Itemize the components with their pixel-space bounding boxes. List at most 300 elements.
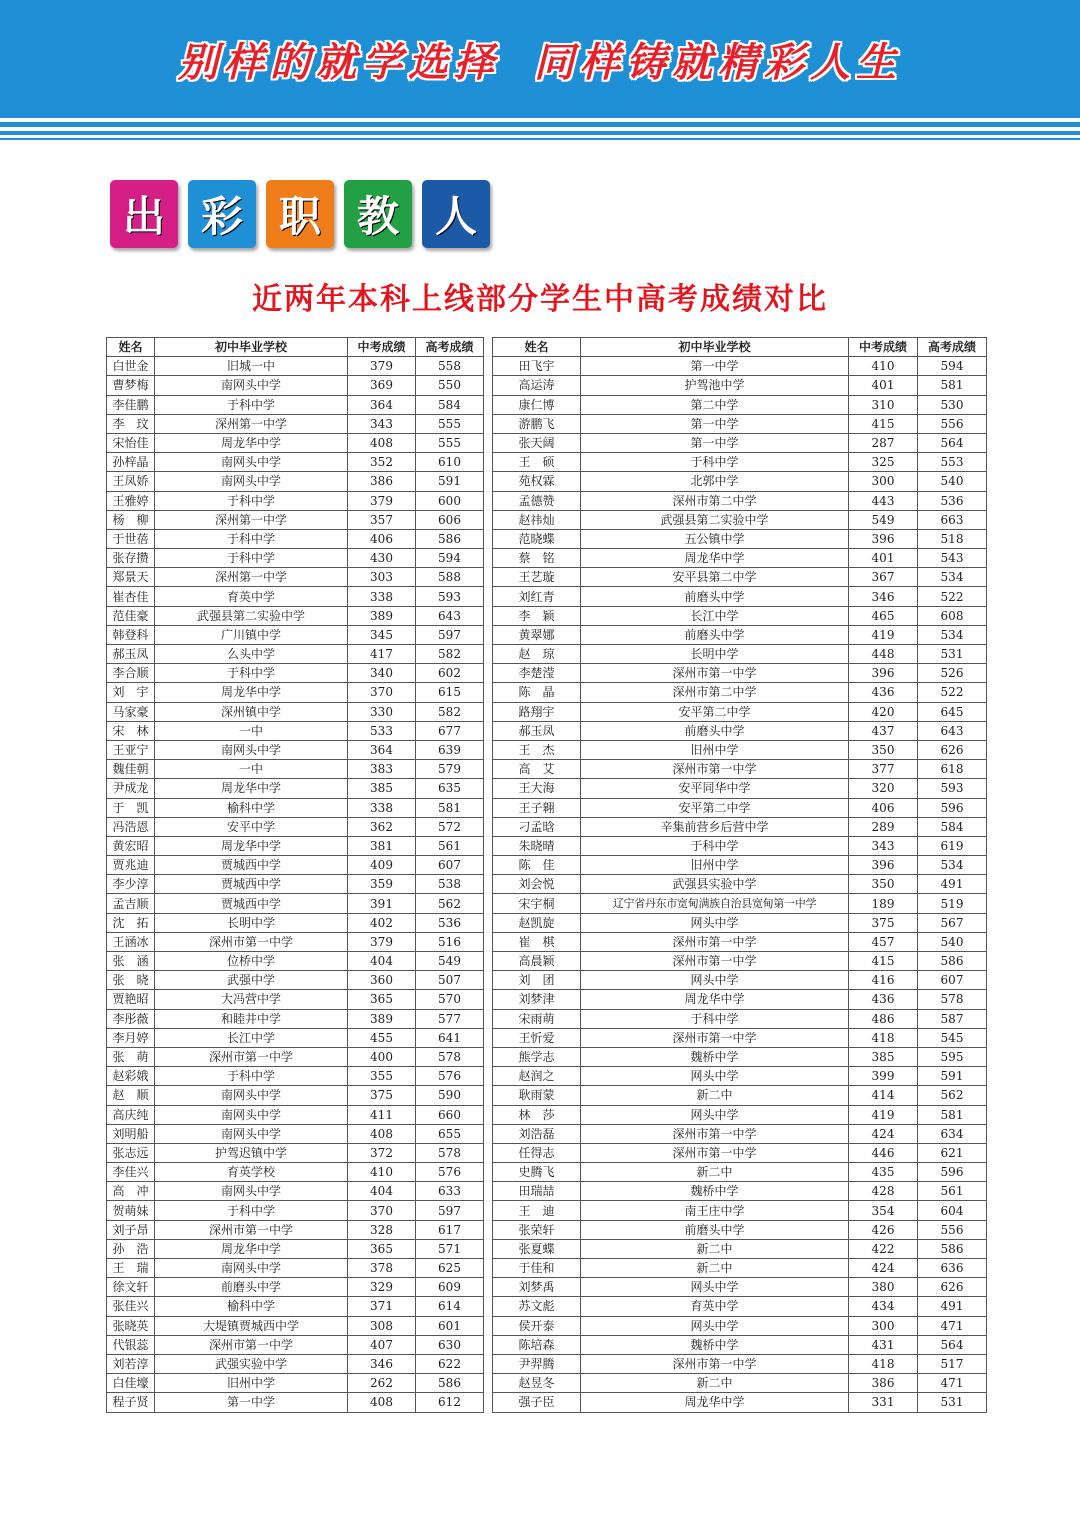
cell-gaokao: 561 bbox=[416, 836, 484, 855]
cell-school: 于科中学 bbox=[155, 529, 348, 548]
table-row bbox=[107, 1182, 484, 1201]
cell-name: 林 莎 bbox=[493, 1105, 581, 1124]
cell-school: 贾城西中学 bbox=[155, 875, 348, 894]
cell-zhongkao: 350 bbox=[849, 875, 918, 894]
table-row bbox=[107, 1393, 484, 1412]
cell-school: 周龙华中学 bbox=[155, 433, 348, 452]
cell-zhongkao: 350 bbox=[849, 740, 918, 759]
cell-school: 深州市第一中学 bbox=[581, 1028, 849, 1047]
table-row bbox=[493, 836, 987, 855]
cell-name: 刘浩磊 bbox=[493, 1124, 581, 1143]
table-row bbox=[107, 625, 484, 644]
cell-zhongkao: 385 bbox=[348, 779, 416, 798]
cell-school: 武强中学 bbox=[155, 971, 348, 990]
cell-school: 长明中学 bbox=[581, 645, 849, 664]
table-row bbox=[107, 453, 484, 472]
cell-gaokao: 522 bbox=[918, 587, 987, 606]
cell-school: 于科中学 bbox=[155, 549, 348, 568]
cell-zhongkao: 431 bbox=[849, 1335, 918, 1354]
cell-gaokao: 578 bbox=[918, 990, 987, 1009]
cell-gaokao: 491 bbox=[918, 1297, 987, 1316]
cell-school: 新二中 bbox=[581, 1259, 849, 1278]
table-row bbox=[493, 491, 987, 510]
cell-school: 第二中学 bbox=[581, 395, 849, 414]
table-row bbox=[107, 587, 484, 606]
cell-zhongkao: 404 bbox=[348, 1182, 416, 1201]
cell-gaokao: 531 bbox=[918, 1393, 987, 1412]
cell-school: 长明中学 bbox=[155, 913, 348, 932]
cell-zhongkao: 357 bbox=[348, 510, 416, 529]
cell-name: 王 硕 bbox=[493, 453, 581, 472]
cell-school: 深州市第一中学 bbox=[581, 760, 849, 779]
cell-school: 深州市第一中学 bbox=[581, 1354, 849, 1373]
cell-school: 南王庄中学 bbox=[581, 1201, 849, 1220]
cell-zhongkao: 419 bbox=[849, 1105, 918, 1124]
cell-name: 崔杏佳 bbox=[107, 587, 155, 606]
cell-name: 李 颖 bbox=[493, 606, 581, 625]
cell-zhongkao: 406 bbox=[849, 798, 918, 817]
cell-school: 么头中学 bbox=[155, 645, 348, 664]
cell-school: 南网头中学 bbox=[155, 453, 348, 472]
cell-zhongkao: 411 bbox=[348, 1105, 416, 1124]
table-row bbox=[493, 932, 987, 951]
cell-zhongkao: 375 bbox=[348, 1086, 416, 1105]
cell-name: 贾艳昭 bbox=[107, 990, 155, 1009]
cell-name: 游鹏飞 bbox=[493, 414, 581, 433]
table-row bbox=[493, 357, 987, 376]
cell-name: 刘 宇 bbox=[107, 683, 155, 702]
cell-name: 白世金 bbox=[107, 357, 155, 376]
cell-school: 旧州中学 bbox=[155, 1374, 348, 1393]
cell-gaokao: 634 bbox=[918, 1124, 987, 1143]
table-row bbox=[493, 1220, 987, 1239]
cell-name: 范晓蝶 bbox=[493, 529, 581, 548]
cell-zhongkao: 420 bbox=[849, 702, 918, 721]
cell-zhongkao: 328 bbox=[348, 1220, 416, 1239]
cell-gaokao: 612 bbox=[416, 1393, 484, 1412]
cell-zhongkao: 364 bbox=[348, 395, 416, 414]
cell-school: 网头中学 bbox=[581, 1316, 849, 1335]
cell-name: 刘若淳 bbox=[107, 1354, 155, 1373]
cell-gaokao: 600 bbox=[416, 491, 484, 510]
table-row bbox=[107, 1374, 484, 1393]
cell-zhongkao: 424 bbox=[849, 1124, 918, 1143]
cell-school: 于科中学 bbox=[581, 836, 849, 855]
cell-name: 李少淳 bbox=[107, 875, 155, 894]
cell-name: 朱晓晴 bbox=[493, 836, 581, 855]
cell-gaokao: 597 bbox=[416, 625, 484, 644]
cell-zhongkao: 370 bbox=[348, 1201, 416, 1220]
cell-name: 刘梦津 bbox=[493, 990, 581, 1009]
cell-gaokao: 567 bbox=[918, 913, 987, 932]
cell-name: 尹成龙 bbox=[107, 779, 155, 798]
cell-zhongkao: 362 bbox=[348, 817, 416, 836]
table-row bbox=[107, 664, 484, 683]
cell-school: 第一中学 bbox=[581, 433, 849, 452]
cell-gaokao: 570 bbox=[416, 990, 484, 1009]
cell-gaokao: 584 bbox=[918, 817, 987, 836]
table-row bbox=[107, 1086, 484, 1105]
cell-name: 孙 浩 bbox=[107, 1239, 155, 1258]
cell-gaokao: 615 bbox=[416, 683, 484, 702]
cell-zhongkao: 414 bbox=[849, 1086, 918, 1105]
cell-zhongkao: 396 bbox=[849, 529, 918, 548]
col-header-gaokao: 高考成绩 bbox=[918, 338, 987, 357]
cell-school: 新二中 bbox=[581, 1239, 849, 1258]
table-row bbox=[493, 798, 987, 817]
cell-zhongkao: 406 bbox=[348, 529, 416, 548]
cell-school: 南网头中学 bbox=[155, 740, 348, 759]
table-row bbox=[107, 971, 484, 990]
cell-zhongkao: 364 bbox=[348, 740, 416, 759]
table-row bbox=[107, 1220, 484, 1239]
cell-school: 前磨头中学 bbox=[581, 721, 849, 740]
table-row bbox=[493, 549, 987, 568]
table-row bbox=[107, 395, 484, 414]
cell-zhongkao: 359 bbox=[348, 875, 416, 894]
table-row bbox=[493, 1393, 987, 1412]
cell-school: 网头中学 bbox=[581, 971, 849, 990]
cell-gaokao: 588 bbox=[416, 568, 484, 587]
cell-name: 郝玉凤 bbox=[107, 645, 155, 664]
table-row bbox=[493, 376, 987, 395]
cell-zhongkao: 371 bbox=[348, 1297, 416, 1316]
table-row bbox=[107, 817, 484, 836]
cell-gaokao: 641 bbox=[416, 1028, 484, 1047]
cell-name: 崔 棋 bbox=[493, 932, 581, 951]
cell-gaokao: 597 bbox=[416, 1201, 484, 1220]
cell-gaokao: 572 bbox=[416, 817, 484, 836]
cell-gaokao: 643 bbox=[416, 606, 484, 625]
cell-zhongkao: 422 bbox=[849, 1239, 918, 1258]
cell-gaokao: 606 bbox=[416, 510, 484, 529]
table-row bbox=[107, 1297, 484, 1316]
cell-name: 刘梦禹 bbox=[493, 1278, 581, 1297]
cell-school: 魏桥中学 bbox=[581, 1182, 849, 1201]
table-row bbox=[107, 1335, 484, 1354]
cell-name: 黄翠娜 bbox=[493, 625, 581, 644]
table-row bbox=[107, 952, 484, 971]
cell-zhongkao: 443 bbox=[849, 491, 918, 510]
cell-school: 五公镇中学 bbox=[581, 529, 849, 548]
cell-gaokao: 655 bbox=[416, 1124, 484, 1143]
cell-name: 宋宇桐 bbox=[493, 894, 581, 913]
cell-name: 刘会悦 bbox=[493, 875, 581, 894]
cell-gaokao: 614 bbox=[416, 1297, 484, 1316]
cell-name: 侯开泰 bbox=[493, 1316, 581, 1335]
cell-gaokao: 579 bbox=[416, 760, 484, 779]
slogan-part1: 别样的就学选择 bbox=[178, 39, 500, 86]
cell-name: 李楚滢 bbox=[493, 664, 581, 683]
table-row bbox=[493, 529, 987, 548]
tile-2-char: 彩 bbox=[200, 192, 243, 241]
cell-zhongkao: 407 bbox=[348, 1335, 416, 1354]
cell-name: 魏佳朝 bbox=[107, 760, 155, 779]
cell-zhongkao: 343 bbox=[849, 836, 918, 855]
cell-school: 第一中学 bbox=[581, 414, 849, 433]
cell-zhongkao: 360 bbox=[348, 971, 416, 990]
col-header-school: 初中毕业学校 bbox=[155, 338, 348, 357]
cell-name: 王涵冰 bbox=[107, 932, 155, 951]
cell-name: 陈培森 bbox=[493, 1335, 581, 1354]
cell-school: 深州第一中学 bbox=[155, 568, 348, 587]
cell-school: 安平中学 bbox=[155, 817, 348, 836]
table-row bbox=[107, 932, 484, 951]
cell-gaokao: 618 bbox=[918, 760, 987, 779]
cell-school: 南网头中学 bbox=[155, 472, 348, 491]
cell-school: 长江中学 bbox=[155, 1028, 348, 1047]
cell-gaokao: 586 bbox=[918, 1239, 987, 1258]
table-row bbox=[107, 721, 484, 740]
cell-zhongkao: 338 bbox=[348, 798, 416, 817]
cell-name: 李佳鹏 bbox=[107, 395, 155, 414]
cell-zhongkao: 262 bbox=[348, 1374, 416, 1393]
cell-gaokao: 562 bbox=[918, 1086, 987, 1105]
col-header-zhongkao: 中考成绩 bbox=[348, 338, 416, 357]
cell-name: 王忻爱 bbox=[493, 1028, 581, 1047]
cell-zhongkao: 346 bbox=[348, 1354, 416, 1373]
cell-gaokao: 522 bbox=[918, 683, 987, 702]
banner-stripe-2 bbox=[0, 131, 1080, 135]
cell-gaokao: 581 bbox=[416, 798, 484, 817]
cell-gaokao: 576 bbox=[416, 1067, 484, 1086]
cell-gaokao: 561 bbox=[918, 1182, 987, 1201]
table-row bbox=[493, 952, 987, 971]
cell-gaokao: 619 bbox=[918, 836, 987, 855]
cell-zhongkao: 287 bbox=[849, 433, 918, 452]
cell-school: 辽宁省丹东市宽甸满族自治县宽甸第一中学 bbox=[581, 894, 849, 913]
cell-gaokao: 630 bbox=[416, 1335, 484, 1354]
title-tiles bbox=[110, 180, 490, 248]
cell-zhongkao: 189 bbox=[849, 894, 918, 913]
cell-school: 于科中学 bbox=[155, 1067, 348, 1086]
table-row bbox=[493, 1086, 987, 1105]
score-table-right bbox=[492, 337, 987, 1413]
cell-gaokao: 593 bbox=[416, 587, 484, 606]
table-row bbox=[493, 1316, 987, 1335]
table-row bbox=[107, 472, 484, 491]
cell-gaokao: 558 bbox=[416, 357, 484, 376]
cell-gaokao: 604 bbox=[918, 1201, 987, 1220]
cell-name: 范佳豪 bbox=[107, 606, 155, 625]
table-row bbox=[493, 1047, 987, 1066]
table-row bbox=[107, 1163, 484, 1182]
cell-school: 深州市第二中学 bbox=[581, 491, 849, 510]
cell-school: 南网头中学 bbox=[155, 1259, 348, 1278]
table-row bbox=[493, 990, 987, 1009]
cell-name: 李佳兴 bbox=[107, 1163, 155, 1182]
cell-name: 康仁博 bbox=[493, 395, 581, 414]
cell-gaokao: 540 bbox=[918, 932, 987, 951]
table-row bbox=[493, 1067, 987, 1086]
table-row bbox=[107, 645, 484, 664]
cell-name: 徐文轩 bbox=[107, 1278, 155, 1297]
cell-school: 魏桥中学 bbox=[581, 1047, 849, 1066]
cell-zhongkao: 303 bbox=[348, 568, 416, 587]
cell-name: 耿雨蒙 bbox=[493, 1086, 581, 1105]
cell-school: 于科中学 bbox=[155, 395, 348, 414]
table-row bbox=[493, 1239, 987, 1258]
table-row bbox=[107, 894, 484, 913]
cell-school: 南网头中学 bbox=[155, 1105, 348, 1124]
cell-zhongkao: 379 bbox=[348, 932, 416, 951]
cell-zhongkao: 457 bbox=[849, 932, 918, 951]
cell-zhongkao: 430 bbox=[348, 549, 416, 568]
cell-school: 新二中 bbox=[581, 1374, 849, 1393]
table-row bbox=[107, 1354, 484, 1373]
cell-school: 于科中学 bbox=[155, 491, 348, 510]
table-row bbox=[493, 721, 987, 740]
cell-gaokao: 534 bbox=[918, 856, 987, 875]
cell-zhongkao: 300 bbox=[849, 472, 918, 491]
cell-name: 程子贤 bbox=[107, 1393, 155, 1412]
cell-school: 深州市第一中学 bbox=[581, 1124, 849, 1143]
cell-name: 郝玉凤 bbox=[493, 721, 581, 740]
cell-zhongkao: 455 bbox=[348, 1028, 416, 1047]
cell-school: 深州第一中学 bbox=[155, 510, 348, 529]
tile-3-char: 职 bbox=[278, 192, 321, 241]
cell-name: 赵凯旋 bbox=[493, 913, 581, 932]
cell-gaokao: 507 bbox=[416, 971, 484, 990]
cell-name: 白佳壕 bbox=[107, 1374, 155, 1393]
cell-name: 赵昱冬 bbox=[493, 1374, 581, 1393]
cell-name: 李 玟 bbox=[107, 414, 155, 433]
cell-zhongkao: 338 bbox=[348, 587, 416, 606]
cell-gaokao: 635 bbox=[416, 779, 484, 798]
table-row bbox=[493, 971, 987, 990]
cell-gaokao: 530 bbox=[918, 395, 987, 414]
table-row bbox=[493, 1374, 987, 1393]
cell-gaokao: 562 bbox=[416, 894, 484, 913]
cell-school: 育英中学 bbox=[581, 1297, 849, 1316]
col-header-name: 姓名 bbox=[493, 338, 581, 357]
cell-zhongkao: 417 bbox=[348, 645, 416, 664]
cell-name: 李合顺 bbox=[107, 664, 155, 683]
cell-zhongkao: 434 bbox=[849, 1297, 918, 1316]
cell-gaokao: 645 bbox=[918, 702, 987, 721]
cell-zhongkao: 379 bbox=[348, 491, 416, 510]
cell-name: 王 瑞 bbox=[107, 1259, 155, 1278]
cell-school: 一中 bbox=[155, 760, 348, 779]
table-row bbox=[107, 683, 484, 702]
tile-5-char: 人 bbox=[434, 192, 477, 241]
banner-stripe-3 bbox=[0, 138, 1080, 140]
cell-school: 深州市第一中学 bbox=[581, 932, 849, 951]
cell-zhongkao: 377 bbox=[849, 760, 918, 779]
cell-name: 刘 团 bbox=[493, 971, 581, 990]
cell-gaokao: 582 bbox=[416, 645, 484, 664]
cell-name: 王大海 bbox=[493, 779, 581, 798]
table-row bbox=[107, 1105, 484, 1124]
cell-zhongkao: 375 bbox=[849, 913, 918, 932]
cell-name: 曹梦梅 bbox=[107, 376, 155, 395]
cell-zhongkao: 402 bbox=[348, 913, 416, 932]
cell-name: 刁孟晗 bbox=[493, 817, 581, 836]
cell-school: 于科中学 bbox=[581, 1009, 849, 1028]
cell-name: 赵 琼 bbox=[493, 645, 581, 664]
cell-school: 广川镇中学 bbox=[155, 625, 348, 644]
cell-zhongkao: 436 bbox=[849, 683, 918, 702]
cell-school: 周龙华中学 bbox=[581, 990, 849, 1009]
cell-gaokao: 582 bbox=[416, 702, 484, 721]
cell-school: 榆科中学 bbox=[155, 1297, 348, 1316]
col-header-name: 姓名 bbox=[107, 338, 155, 357]
cell-zhongkao: 401 bbox=[849, 376, 918, 395]
cell-name: 高运涛 bbox=[493, 376, 581, 395]
table-row bbox=[107, 1278, 484, 1297]
cell-gaokao: 639 bbox=[416, 740, 484, 759]
cell-school: 网头中学 bbox=[581, 1067, 849, 1086]
cell-name: 王亚宁 bbox=[107, 740, 155, 759]
cell-gaokao: 596 bbox=[918, 798, 987, 817]
cell-zhongkao: 310 bbox=[849, 395, 918, 414]
cell-name: 高晨颖 bbox=[493, 952, 581, 971]
cell-zhongkao: 385 bbox=[849, 1047, 918, 1066]
table-row bbox=[493, 568, 987, 587]
cell-name: 高 艾 bbox=[493, 760, 581, 779]
tile-4-char: 教 bbox=[356, 192, 399, 241]
cell-zhongkao: 380 bbox=[849, 1278, 918, 1297]
table-row bbox=[493, 779, 987, 798]
cell-gaokao: 633 bbox=[416, 1182, 484, 1201]
cell-gaokao: 625 bbox=[416, 1259, 484, 1278]
cell-school: 旧城一中 bbox=[155, 357, 348, 376]
cell-zhongkao: 331 bbox=[849, 1393, 918, 1412]
cell-name: 蔡 铭 bbox=[493, 549, 581, 568]
cell-name: 刘明船 bbox=[107, 1124, 155, 1143]
cell-zhongkao: 354 bbox=[849, 1201, 918, 1220]
cell-name: 田飞宇 bbox=[493, 357, 581, 376]
cell-school: 护驾池中学 bbox=[581, 376, 849, 395]
cell-zhongkao: 389 bbox=[348, 1009, 416, 1028]
table-row bbox=[493, 856, 987, 875]
cell-gaokao: 591 bbox=[918, 1067, 987, 1086]
cell-zhongkao: 426 bbox=[849, 1220, 918, 1239]
cell-name: 张 涵 bbox=[107, 952, 155, 971]
table-row bbox=[107, 1143, 484, 1162]
cell-gaokao: 576 bbox=[416, 1163, 484, 1182]
tile-1-char: 出 bbox=[122, 192, 165, 241]
cell-school: 前磨头中学 bbox=[581, 1220, 849, 1239]
cell-gaokao: 586 bbox=[416, 529, 484, 548]
cell-school: 贾城西中学 bbox=[155, 856, 348, 875]
cell-name: 苏文彪 bbox=[493, 1297, 581, 1316]
cell-name: 田瑞喆 bbox=[493, 1182, 581, 1201]
table-row bbox=[107, 702, 484, 721]
cell-gaokao: 556 bbox=[918, 1220, 987, 1239]
cell-zhongkao: 446 bbox=[849, 1143, 918, 1162]
table-row bbox=[493, 1335, 987, 1354]
table-row bbox=[493, 645, 987, 664]
cell-gaokao: 663 bbox=[918, 510, 987, 529]
table-row bbox=[107, 529, 484, 548]
cell-name: 张 萌 bbox=[107, 1047, 155, 1066]
cell-name: 宋怡佳 bbox=[107, 433, 155, 452]
cell-zhongkao: 367 bbox=[849, 568, 918, 587]
cell-school: 北郭中学 bbox=[581, 472, 849, 491]
cell-name: 赵润之 bbox=[493, 1067, 581, 1086]
table-row bbox=[493, 664, 987, 683]
cell-zhongkao: 418 bbox=[849, 1028, 918, 1047]
cell-name: 孙梓晶 bbox=[107, 453, 155, 472]
table-row bbox=[107, 1239, 484, 1258]
cell-school: 育英学校 bbox=[155, 1163, 348, 1182]
table-row bbox=[493, 606, 987, 625]
table-row bbox=[107, 1009, 484, 1028]
table-row bbox=[107, 1124, 484, 1143]
cell-name: 王 杰 bbox=[493, 740, 581, 759]
cell-school: 于科中学 bbox=[581, 453, 849, 472]
